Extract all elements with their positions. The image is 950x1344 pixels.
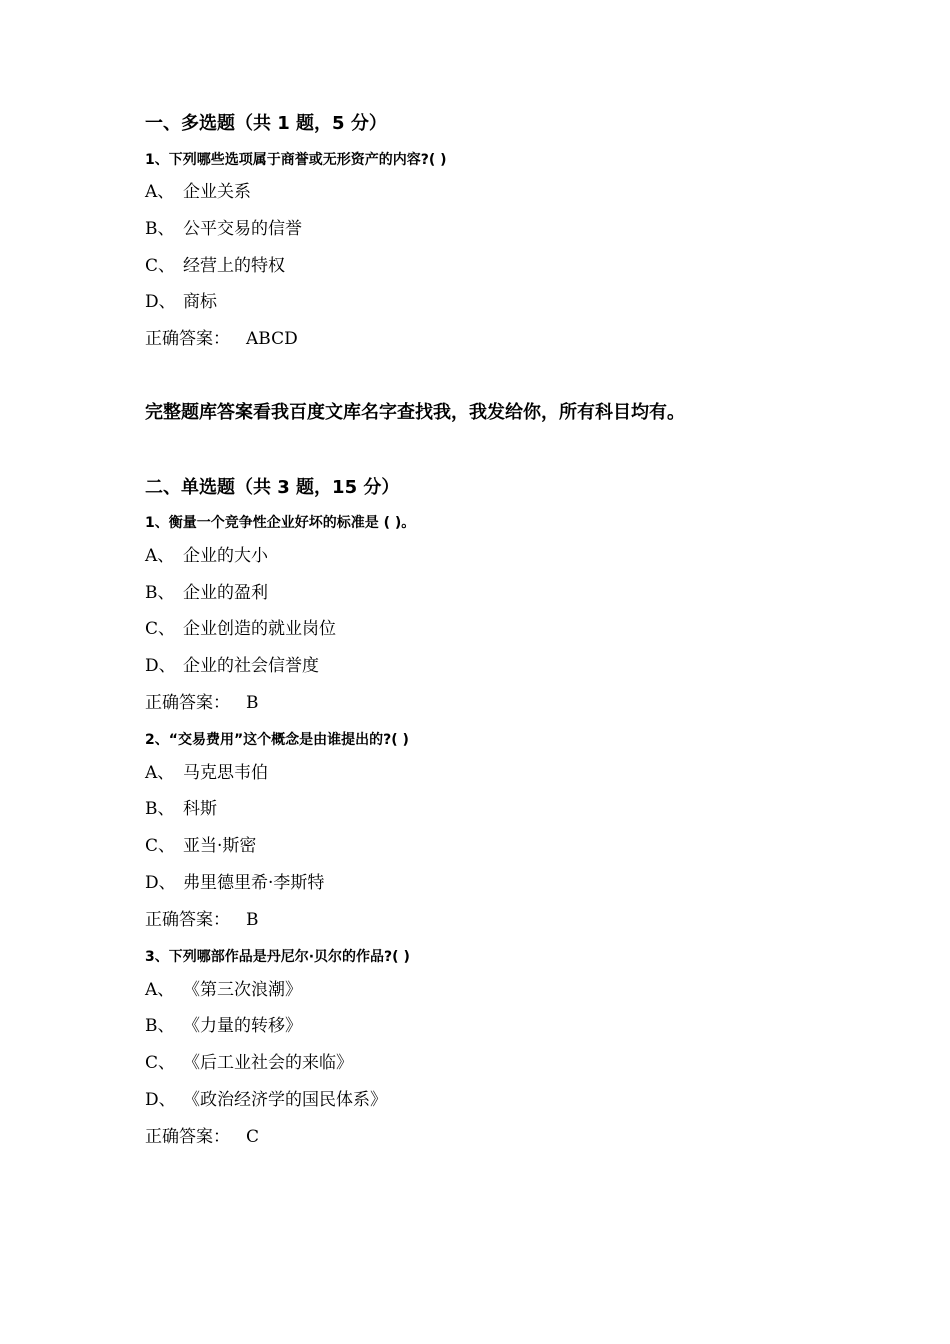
option-letter: D、 — [145, 656, 176, 676]
option-letter: D、 — [145, 292, 176, 312]
option-text: 《第三次浪潮》 — [183, 980, 302, 1000]
option-letter: A、 — [145, 546, 175, 566]
question-text: 3、下列哪部作品是丹尼尔·贝尔的作品?( ) — [145, 949, 410, 965]
option-letter: C、 — [145, 1053, 176, 1073]
option-letter: D、 — [145, 873, 176, 893]
option-text: 企业的社会信誉度 — [183, 656, 319, 676]
option-b — [145, 801, 217, 818]
option-a — [145, 765, 268, 782]
question-text: 1、衡量一个竞争性企业好坏的标准是 ( )。 — [145, 515, 416, 531]
option-a — [145, 548, 268, 565]
notice-text: 完整题库答案看我百度文库名字查找我，我发给你，所有科目均有。 — [145, 402, 685, 423]
option-letter: A、 — [145, 980, 175, 1000]
option-a — [145, 982, 302, 999]
option-text: 经营上的特权 — [183, 256, 285, 276]
option-text: 公平交易的信誉 — [183, 219, 302, 239]
section-title: 一、多选题（共 1 题，5 分） — [145, 113, 387, 134]
option-text: 企业创造的就业岗位 — [183, 619, 336, 639]
option-b — [145, 585, 268, 602]
option-text: 亚当·斯密 — [183, 836, 257, 856]
answer-label: 正确答案： — [145, 329, 230, 349]
option-a — [145, 184, 251, 201]
option-c — [145, 621, 336, 638]
section-title: 二、单选题（共 3 题，15 分） — [145, 477, 400, 498]
option-letter: B、 — [145, 583, 175, 603]
option-text: 弗里德里希·李斯特 — [183, 873, 325, 893]
correct-answer — [145, 695, 259, 712]
answer-value: C — [246, 1127, 260, 1147]
option-d — [145, 294, 217, 311]
answer-value: B — [246, 693, 259, 713]
answer-value: ABCD — [246, 329, 298, 349]
correct-answer — [145, 331, 298, 348]
option-letter: B、 — [145, 219, 175, 239]
question-text: 1、下列哪些选项属于商誉或无形资产的内容?( ) — [145, 152, 447, 168]
option-c — [145, 258, 285, 275]
option-letter: C、 — [145, 836, 176, 856]
option-d — [145, 1092, 387, 1109]
option-text: 企业关系 — [183, 182, 251, 202]
option-letter: C、 — [145, 256, 176, 276]
option-letter: B、 — [145, 799, 175, 819]
answer-label: 正确答案： — [145, 693, 230, 713]
correct-answer — [145, 912, 259, 929]
option-text: 商标 — [183, 292, 217, 312]
option-letter: A、 — [145, 182, 175, 202]
option-text: 企业的盈利 — [183, 583, 268, 603]
option-c — [145, 1055, 353, 1072]
question-text: 2、“交易费用”这个概念是由谁提出的?( ) — [145, 732, 409, 748]
option-letter: D、 — [145, 1090, 176, 1110]
answer-label: 正确答案： — [145, 1127, 230, 1147]
option-text: 《后工业社会的来临》 — [183, 1053, 353, 1073]
option-letter: C、 — [145, 619, 176, 639]
option-letter: A、 — [145, 763, 175, 783]
answer-value: B — [246, 910, 259, 930]
option-text: 马克思韦伯 — [183, 763, 268, 783]
option-d — [145, 875, 324, 892]
option-b — [145, 221, 302, 238]
option-text: 《力量的转移》 — [183, 1016, 302, 1036]
correct-answer — [145, 1129, 259, 1146]
option-text: 企业的大小 — [183, 546, 268, 566]
answer-label: 正确答案： — [145, 910, 230, 930]
option-b — [145, 1018, 302, 1035]
option-text: 《政治经济学的国民体系》 — [183, 1090, 387, 1110]
option-c — [145, 838, 256, 855]
option-letter: B、 — [145, 1016, 175, 1036]
option-d — [145, 658, 319, 675]
option-text: 科斯 — [183, 799, 217, 819]
